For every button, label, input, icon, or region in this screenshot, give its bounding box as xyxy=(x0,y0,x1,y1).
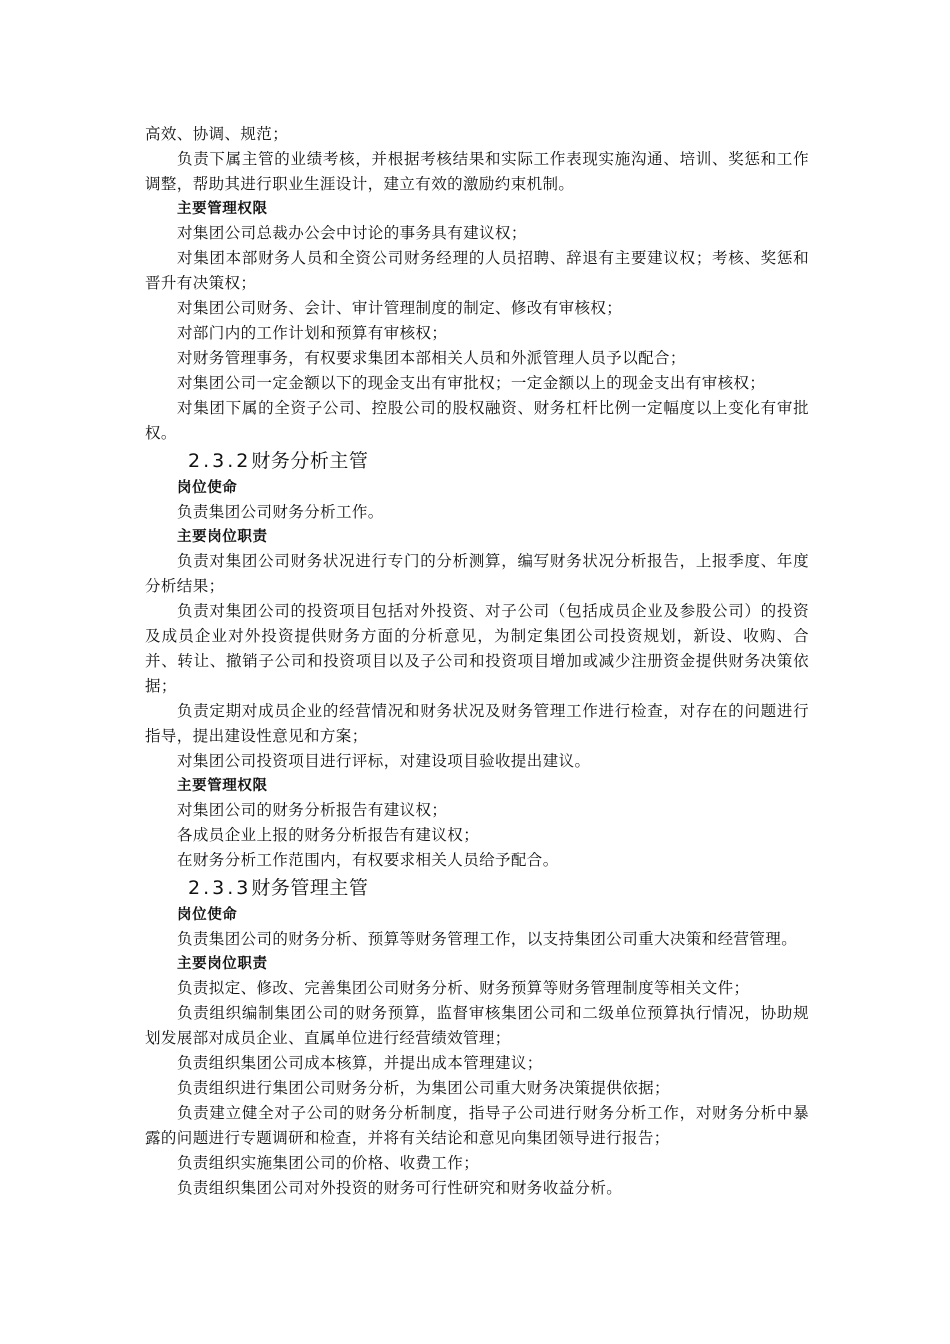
mission-label: 岗位使命 xyxy=(177,480,238,496)
authority-item: 对集团下属的全资子公司、控股公司的股权融资、财务杠杆比例一定幅度以上变化有审批权。 xyxy=(145,399,809,442)
document-page xyxy=(145,122,809,1201)
mission-text: 负责集团公司的财务分析、预算等财务管理工作，以支持集团公司重大决策和经营管理。 xyxy=(177,930,798,948)
authority-item: 对财务管理事务，有权要求集团本部相关人员和外派管理人员予以配合； xyxy=(177,349,686,367)
section-heading-2-3-3 xyxy=(145,873,809,903)
duties-label: 主要岗位职责 xyxy=(177,529,268,545)
authority-label: 主要管理权限 xyxy=(177,778,268,794)
authority-item: 各成员企业上报的财务分析报告有建议权； xyxy=(177,826,480,844)
duties-label: 主要岗位职责 xyxy=(177,956,268,972)
authority-item: 在财务分析工作范围内，有权要求相关人员给予配合。 xyxy=(177,851,559,869)
duty-item: 负责建立健全对子公司的财务分析制度，指导子公司进行财务分析工作，对财务分析中暴露的问题进行专题调研和检查，并将有关结论和意见向集团领导进行报告； xyxy=(145,1104,809,1147)
duty-item: 负责定期对成员企业的经营情况和财务状况及财务管理工作进行检查，对存在的问题进行指导，提出建设性意见和方案； xyxy=(145,702,809,745)
authority-item: 对集团公司财务、会计、审计管理制度的制定、修改有审核权； xyxy=(177,299,623,317)
authority-label: 主要管理权限 xyxy=(177,201,268,217)
duty-item: 对集团公司投资项目进行评标，对建设项目验收提出建议。 xyxy=(177,752,591,770)
section-number: 2.3.3 xyxy=(188,877,252,899)
authority-item: 对部门内的工作计划和预算有审核权； xyxy=(177,324,448,342)
duty-item: 负责拟定、修改、完善集团公司财务分析、财务预算等财务管理制度等相关文件； xyxy=(177,979,750,997)
authority-item: 对集团本部财务人员和全资公司财务经理的人员招聘、辞退有主要建议权；考核、奖惩和晋升有决策权； xyxy=(145,249,809,292)
authority-item: 对集团公司一定金额以下的现金支出有审批权；一定金额以上的现金支出有审核权； xyxy=(177,374,766,392)
duty-item: 负责组织实施集团公司的价格、收费工作； xyxy=(177,1154,480,1172)
authority-item: 对集团公司总裁办公会中讨论的事务具有建议权； xyxy=(177,224,527,242)
duty-item: 负责组织编制集团公司的财务预算，监督审核集团公司和二级单位预算执行情况，协助规划发展部对成员企业、直属单位进行经营绩效管理； xyxy=(145,1004,809,1047)
section-title: 财务分析主管 xyxy=(251,450,369,472)
duty-item: 负责对集团公司的投资项目包括对外投资、对子公司（包括成员企业及参股公司）的投资及成员企业对外投资提供财务方面的分析意见，为制定集团公司投资规划，新设、收购、合并、转让、撤销子公司和投资项目以及子公司和投资项目增加或减少注册资金提供财务决策依据； xyxy=(145,602,809,695)
paragraph-continuation: 高效、协调、规范； xyxy=(145,125,289,143)
mission-text: 负责集团公司财务分析工作。 xyxy=(177,503,384,521)
duty-item: 负责组织进行集团公司财务分析，为集团公司重大财务决策提供依据； xyxy=(177,1079,670,1097)
authority-item: 对集团公司的财务分析报告有建议权； xyxy=(177,801,448,819)
duty-item: 负责对集团公司财务状况进行专门的分析测算，编写财务状况分析报告，上报季度、年度分析结果； xyxy=(145,552,809,595)
section-heading-2-3-2 xyxy=(145,446,809,476)
duty-item: 负责组织集团公司对外投资的财务可行性研究和财务收益分析。 xyxy=(177,1179,623,1197)
mission-label: 岗位使命 xyxy=(177,907,238,923)
duty-item: 负责组织集团公司成本核算，并提出成本管理建议； xyxy=(177,1054,543,1072)
duty-item: 负责下属主管的业绩考核，并根据考核结果和实际工作表现实施沟通、培训、奖惩和工作调整，帮助其进行职业生涯设计，建立有效的激励约束机制。 xyxy=(145,150,809,193)
section-title: 财务管理主管 xyxy=(251,877,369,899)
section-number: 2.3.2 xyxy=(188,450,252,472)
